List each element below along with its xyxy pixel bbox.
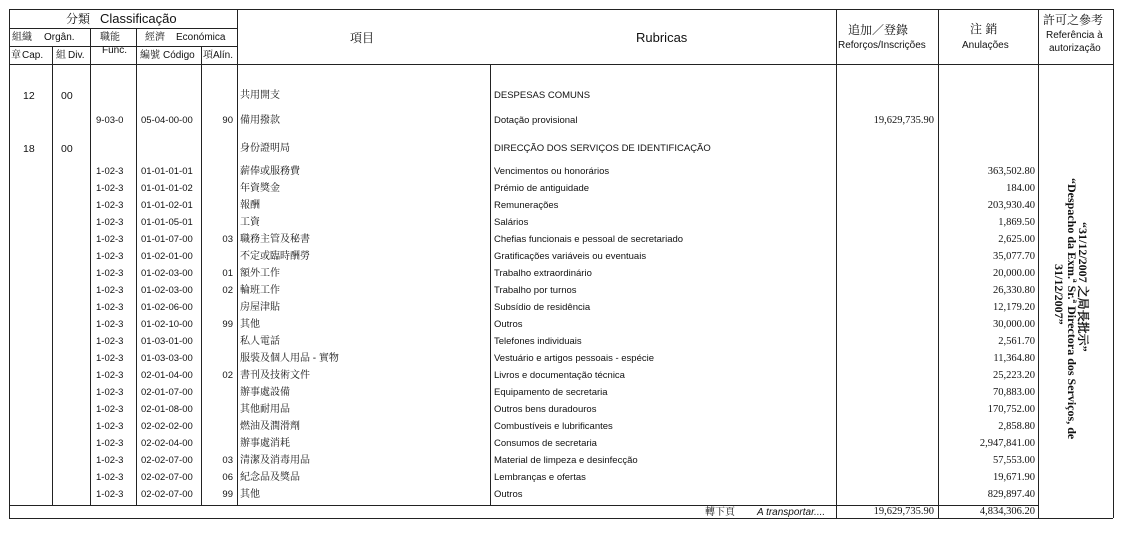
cell-codigo: 02-02-07-00 (141, 455, 193, 466)
table-row (0, 141, 1124, 157)
cell-alin: 02 (222, 370, 233, 381)
cell-anulacao: 35,077.70 (993, 251, 1035, 262)
cell-item-zh: 其他 (240, 319, 260, 330)
cell-rubrica: Consumos de secretaria (494, 438, 597, 449)
table-row (0, 351, 1124, 367)
cell-alin: 03 (222, 234, 233, 245)
table-row (0, 113, 1124, 129)
cell-codigo: 02-02-02-00 (141, 421, 193, 432)
cell-alin: 90 (222, 115, 233, 126)
codigo-pt: Código (163, 50, 195, 61)
cell-anulacao: 70,883.00 (993, 387, 1035, 398)
cell-item-zh: 辦事處消耗 (240, 438, 290, 449)
item-zh-header: 項目 (350, 31, 375, 45)
table-row (0, 368, 1124, 384)
cell-rubrica: Outros (494, 489, 523, 500)
cell-item-zh: 紀念品及獎品 (240, 472, 300, 483)
table-row (0, 385, 1124, 401)
cell-codigo: 02-02-04-00 (141, 438, 193, 449)
cell-item-zh: 身份證明局 (240, 143, 290, 154)
cell-rubrica: Remunerações (494, 200, 559, 211)
cell-rubrica: Subsídio de residência (494, 302, 591, 313)
cell-func: 1-02-3 (96, 166, 124, 177)
cell-codigo: 02-02-07-00 (141, 489, 193, 500)
cell-anulacao: 2,947,841.00 (979, 438, 1035, 449)
cell-func: 1-02-3 (96, 336, 124, 347)
cell-anulacao: 170,752.00 (987, 404, 1035, 415)
cell-anulacao: 11,364.80 (993, 353, 1035, 364)
table-row (0, 266, 1124, 282)
table-row (0, 88, 1124, 104)
cell-div: 00 (61, 90, 73, 102)
cell-anulacao: 2,561.70 (998, 336, 1035, 347)
cell-anulacao: 25,223.20 (993, 370, 1035, 381)
cell-item-zh: 輪班工作 (240, 285, 280, 296)
cell-func: 1-02-3 (96, 234, 124, 245)
cell-func: 1-02-3 (96, 217, 124, 228)
cell-codigo: 01-02-03-00 (141, 285, 193, 296)
div-pt: Div. (68, 50, 85, 61)
cell-item-zh: 薪俸或服務費 (240, 166, 300, 177)
alin-pt: Alín. (213, 50, 234, 61)
cell-anulacao: 184.00 (1006, 183, 1035, 194)
reforcos-pt-header: Reforços/Inscrições (838, 40, 926, 51)
table-row (0, 470, 1124, 486)
table-row (0, 453, 1124, 469)
cell-func: 1-02-3 (96, 302, 124, 313)
cell-item-zh: 服裝及個人用品 - 實物 (240, 353, 339, 364)
cell-anulacao: 203,930.40 (987, 200, 1035, 211)
alin-zh: 項 (203, 50, 213, 61)
classificacao-pt: Classificação (100, 11, 177, 26)
table-row (0, 232, 1124, 248)
cell-item-zh: 私人電話 (240, 336, 280, 347)
cell-item-zh: 不定或臨時酬勞 (240, 251, 310, 262)
div-zh: 組 (56, 50, 66, 61)
total-reforcos: 19,629,735.90 (873, 506, 934, 517)
cell-alin: 99 (222, 319, 233, 330)
cell-func: 1-02-3 (96, 472, 124, 483)
cell-rubrica: Gratificações variáveis ou eventuais (494, 251, 647, 262)
cell-anulacao: 26,330.80 (993, 285, 1035, 296)
ref-pt1-header: Referência à (1046, 30, 1103, 41)
cell-rubrica: Vestuário e artigos pessoais - espécie (494, 353, 655, 364)
cell-item-zh: 職務主管及秘書 (240, 234, 310, 245)
cell-func: 1-02-3 (96, 268, 124, 279)
cell-func: 1-02-3 (96, 387, 124, 398)
cell-rubrica: Vencimentos ou honorários (494, 166, 610, 177)
codigo-zh: 編號 (140, 50, 160, 61)
transport-pt: A transportar.... (757, 507, 826, 518)
total-anulacoes: 4,834,306.20 (979, 506, 1035, 517)
cell-anulacao: 30,000.00 (993, 319, 1035, 330)
func-pt: Func. (102, 45, 128, 56)
cell-alin: 02 (222, 285, 233, 296)
cell-func: 1-02-3 (96, 353, 124, 364)
table-row (0, 215, 1124, 231)
cell-func: 1-02-3 (96, 251, 124, 262)
table-row (0, 164, 1124, 180)
cell-div: 00 (61, 143, 73, 155)
cell-func: 1-02-3 (96, 319, 124, 330)
rubricas-header: Rubricas (636, 30, 688, 45)
organ-zh: 組織 (12, 32, 32, 43)
table-row (0, 181, 1124, 197)
cell-func: 1-02-3 (96, 404, 124, 415)
cell-alin: 99 (222, 489, 233, 500)
cell-rubrica: Trabalho por turnos (494, 285, 577, 296)
cell-item-zh: 清潔及消毒用品 (240, 455, 310, 466)
cell-anulacao: 2,625.00 (998, 234, 1035, 245)
cell-item-zh: 房屋津貼 (240, 302, 280, 313)
reforcos-zh-header: 追加／登錄 (848, 23, 909, 37)
cell-item-zh: 書刊及技術文件 (240, 370, 310, 381)
cell-codigo: 02-02-07-00 (141, 472, 193, 483)
authorization-line2: 31/12/2007” (1052, 264, 1066, 325)
cell-item-zh: 報酬 (240, 200, 260, 211)
classificacao-zh: 分類 (66, 12, 91, 26)
cell-rubrica: Outros bens duradouros (494, 404, 597, 415)
cell-alin: 01 (222, 268, 233, 279)
cell-rubrica: Equipamento de secretaria (494, 387, 608, 398)
table-row (0, 300, 1124, 316)
cell-rubrica: Dotação provisional (494, 115, 578, 126)
cell-codigo: 01-03-03-00 (141, 353, 193, 364)
cell-item-zh: 共用開支 (240, 90, 280, 101)
ref-pt2-header: autorização (1049, 43, 1101, 54)
cell-func: 1-02-3 (96, 200, 124, 211)
authorization-line3: “31/12/2007 之局長批示” (1076, 222, 1090, 352)
cell-func: 1-02-3 (96, 285, 124, 296)
cell-item-zh: 工資 (240, 217, 260, 228)
cap-zh: 章 (11, 50, 21, 61)
table-row (0, 198, 1124, 214)
cell-item-zh: 額外工作 (240, 268, 280, 279)
anulacoes-pt-header: Anulações (962, 40, 1009, 51)
cell-item-zh: 燃油及潤滑劑 (240, 421, 300, 432)
table-row (0, 419, 1124, 435)
cell-rubrica: Outros (494, 319, 523, 330)
cell-func: 9-03-0 (96, 115, 124, 126)
cell-rubrica: DIRECÇÃO DOS SERVIÇOS DE IDENTIFICAÇÃO (494, 143, 711, 154)
cell-rubrica: Salários (494, 217, 529, 228)
table-row (0, 283, 1124, 299)
cell-cap: 18 (23, 143, 35, 155)
ref-zh-header: 許可之參考 (1043, 13, 1104, 27)
cell-anulacao: 19,671.90 (993, 472, 1035, 483)
table-row (0, 402, 1124, 418)
cell-alin: 03 (222, 455, 233, 466)
cell-func: 1-02-3 (96, 183, 124, 194)
cell-codigo: 02-01-07-00 (141, 387, 193, 398)
table-row (0, 317, 1124, 333)
cell-rubrica: Material de limpeza e desinfecção (494, 455, 638, 466)
cell-codigo: 01-03-01-00 (141, 336, 193, 347)
cell-func: 1-02-3 (96, 421, 124, 432)
cell-alin: 06 (222, 472, 233, 483)
cell-func: 1-02-3 (96, 438, 124, 449)
cell-item-zh: 辦事處設備 (240, 387, 290, 398)
cell-anulacao: 12,179.20 (993, 302, 1035, 313)
cell-func: 1-02-3 (96, 370, 124, 381)
cell-reforco: 19,629,735.90 (873, 115, 934, 126)
table-row (0, 249, 1124, 265)
cell-rubrica: Combustíveis e lubrificantes (494, 421, 613, 432)
cell-rubrica: Lembranças e ofertas (494, 472, 586, 483)
cell-func: 1-02-3 (96, 455, 124, 466)
cell-codigo: 05-04-00-00 (141, 115, 193, 126)
cap-pt: Cap. (22, 50, 44, 61)
cell-rubrica: Trabalho extraordinário (494, 268, 592, 279)
table-row (0, 436, 1124, 452)
cell-codigo: 01-02-10-00 (141, 319, 193, 330)
cell-cap: 12 (23, 90, 35, 102)
cell-rubrica: DESPESAS COMUNS (494, 90, 591, 101)
cell-codigo: 01-01-02-01 (141, 200, 193, 211)
anulacoes-zh-header: 注 銷 (970, 22, 998, 36)
econ-pt: Económica (176, 32, 226, 43)
table-row (0, 487, 1124, 503)
cell-func: 1-02-3 (96, 489, 124, 500)
cell-item-zh: 年資獎金 (240, 183, 280, 194)
cell-anulacao: 2,858.80 (998, 421, 1035, 432)
cell-codigo: 01-01-01-02 (141, 183, 193, 194)
cell-anulacao: 363,502.80 (987, 166, 1035, 177)
cell-codigo: 01-01-07-00 (141, 234, 193, 245)
econ-zh: 經濟 (145, 32, 165, 43)
cell-codigo: 02-01-08-00 (141, 404, 193, 415)
cell-codigo: 01-02-06-00 (141, 302, 193, 313)
cell-rubrica: Chefias funcionais e pessoal de secretariado (494, 234, 684, 245)
cell-anulacao: 1,869.50 (998, 217, 1035, 228)
cell-codigo: 01-02-03-00 (141, 268, 193, 279)
cell-anulacao: 57,553.00 (993, 455, 1035, 466)
transport-zh: 轉下頁 (705, 507, 735, 518)
cell-item-zh: 備用撥款 (240, 115, 280, 126)
cell-item-zh: 其他 (240, 489, 260, 500)
cell-codigo: 01-01-01-01 (141, 166, 193, 177)
cell-anulacao: 20,000.00 (993, 268, 1035, 279)
cell-anulacao: 829,897.40 (987, 489, 1035, 500)
organ-pt: Orgân. (44, 32, 75, 43)
cell-rubrica: Telefones individuais (494, 336, 582, 347)
table-row (0, 334, 1124, 350)
cell-codigo: 01-01-05-01 (141, 217, 193, 228)
cell-rubrica: Prémio de antiguidade (494, 183, 590, 194)
cell-rubrica: Livros e documentação técnica (494, 370, 625, 381)
cell-codigo: 02-01-04-00 (141, 370, 193, 381)
cell-item-zh: 其他耐用品 (240, 404, 290, 415)
cell-codigo: 01-02-01-00 (141, 251, 193, 262)
authorization-line1: “Despacho da Exm.ª Sr.ª Directora dos Serviços, de (1065, 178, 1079, 440)
func-zh: 職能 (100, 32, 120, 43)
